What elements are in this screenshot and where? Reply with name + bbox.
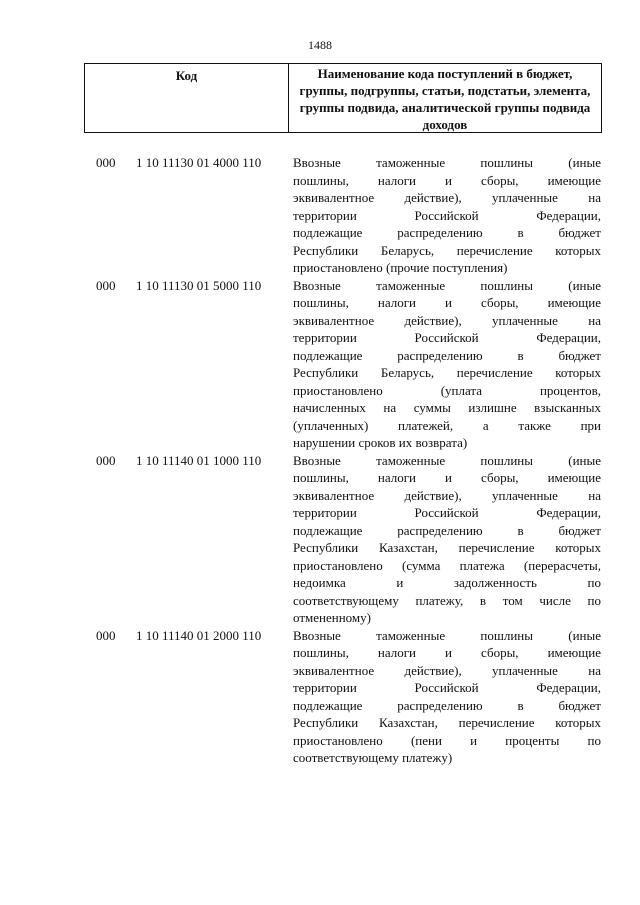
page-number: 1488 — [308, 38, 332, 52]
description-line: подлежащие распределению в бюджет — [293, 697, 601, 713]
description-line: эквивалентное действие), уплаченные на — [293, 190, 601, 205]
description-line: Ввозные таможенные пошлины (иные — [293, 452, 601, 468]
header-name-column: Наименование кода поступлений в бюджет, группы, подгруппы, статьи, подстатьи, элемента, группы подвида, аналитической группы подвида доходов — [299, 66, 591, 132]
code-description — [293, 154, 601, 277]
description-line: Республики Беларусь, перечисление которых — [293, 242, 601, 258]
description-line: Ввозные таможенные пошлины (иные — [293, 155, 601, 170]
admin-code: 000 — [96, 627, 116, 643]
description-line: (уплаченных) платежей, а также при — [293, 417, 601, 433]
description-line: Ввозные таможенные пошлины (иные — [293, 627, 601, 643]
description-line: пошлины, налоги и сборы, имеющие — [293, 645, 601, 660]
description-line: приостановлено (пени и проценты по — [293, 732, 601, 748]
budget-code: 1 10 11140 01 2000 110 — [136, 627, 262, 643]
description-line: приостановлено (сумма платежа (перерасчеты, — [293, 557, 601, 573]
description-line: приостановлено (прочие поступления) — [293, 260, 508, 275]
description-line: пошлины, налоги и сборы, имеющие — [293, 295, 601, 310]
header-code-column: Код — [85, 64, 289, 132]
description-line: соответствующему платежу) — [293, 750, 453, 765]
description-line: территории Российской Федерации, — [293, 505, 601, 520]
description-line: отмененному) — [293, 610, 371, 625]
description-line: соответствующему платежу, в том числе по — [293, 592, 601, 608]
code-description — [293, 277, 601, 452]
description-line: недоимка и задолженность по — [293, 575, 601, 590]
description-line: территории Российской Федерации, — [293, 330, 601, 345]
table-header — [84, 63, 602, 133]
description-line: Республики Беларусь, перечисление которых — [293, 365, 601, 380]
description-line: территории Российской Федерации, — [293, 680, 601, 695]
budget-code: 1 10 11140 01 1000 110 — [136, 452, 262, 468]
admin-code: 000 — [96, 155, 116, 170]
description-line: Республики Казахстан, перечисление которых — [293, 715, 601, 730]
description-line: эквивалентное действие), уплаченные на — [293, 312, 601, 328]
description-line: начисленных на суммы излишне взысканных — [293, 400, 601, 415]
code-description — [293, 627, 601, 767]
description-line: пошлины, налоги и сборы, имеющие — [293, 172, 601, 188]
admin-code: 000 — [96, 452, 116, 468]
description-line: пошлины, налоги и сборы, имеющие — [293, 470, 601, 485]
description-line: территории Российской Федерации, — [293, 207, 601, 223]
budget-code: 1 10 11130 01 5000 110 — [136, 277, 262, 293]
code-description — [293, 452, 601, 627]
description-line: нарушении сроков их возврата) — [293, 435, 468, 450]
description-line: приостановлено (уплата процентов, — [293, 382, 601, 398]
description-line: подлежащие распределению в бюджет — [293, 522, 601, 538]
description-line: Республики Казахстан, перечисление которых — [293, 540, 601, 555]
budget-code: 1 10 11130 01 4000 110 — [136, 155, 262, 170]
description-line: эквивалентное действие), уплаченные на — [293, 662, 601, 678]
description-line: подлежащие распределению в бюджет — [293, 347, 601, 363]
admin-code: 000 — [96, 277, 116, 293]
description-line: подлежащие распределению в бюджет — [293, 225, 601, 240]
description-line: Ввозные таможенные пошлины (иные — [293, 277, 601, 293]
description-line: эквивалентное действие), уплаченные на — [293, 487, 601, 503]
